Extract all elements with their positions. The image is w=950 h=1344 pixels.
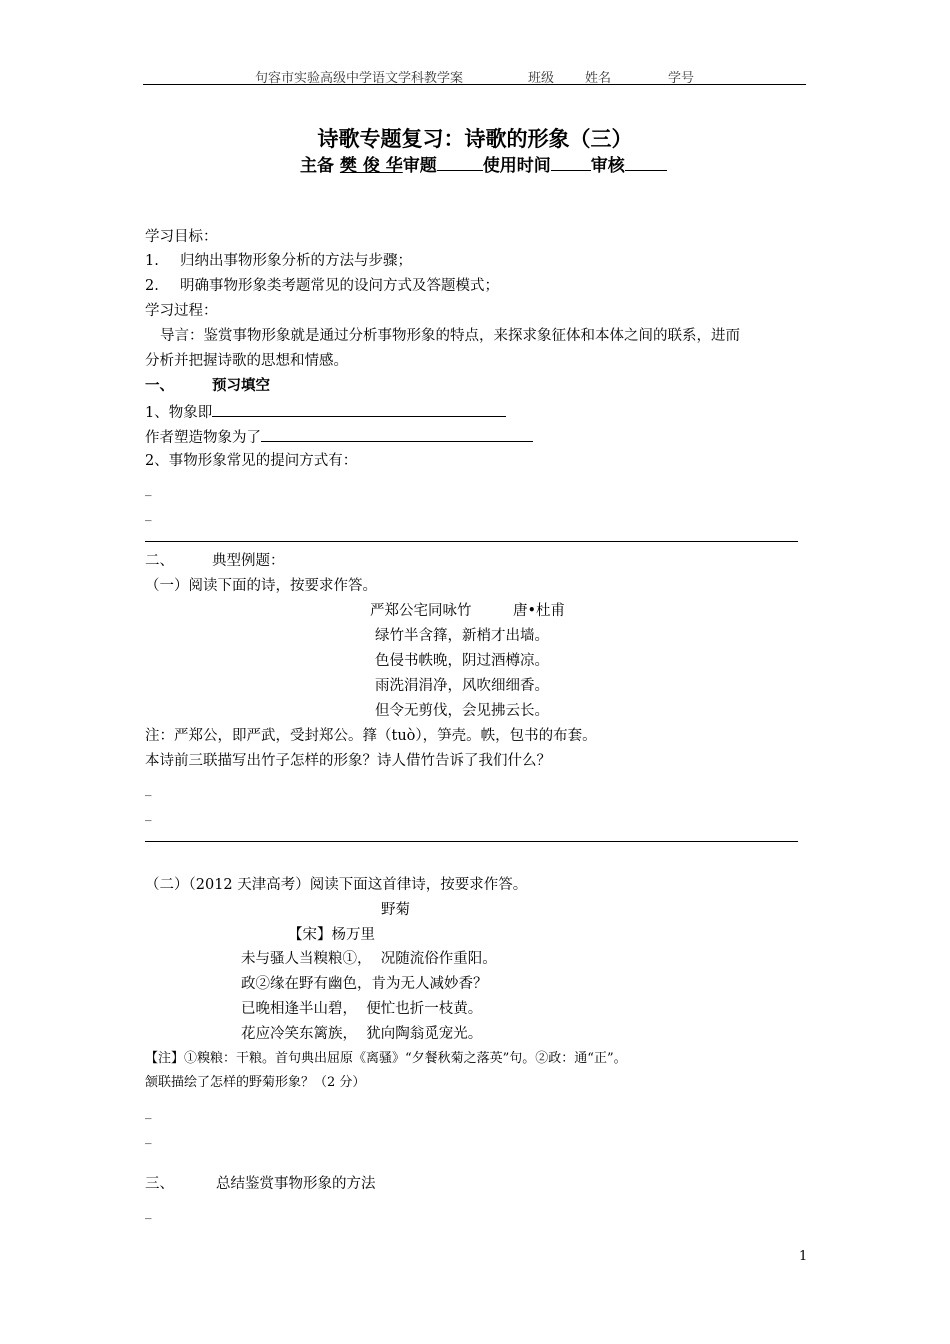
poem-2-title: 野菊 — [381, 902, 410, 918]
divider-2 — [145, 841, 798, 842]
header-class-label: 班级 — [528, 71, 555, 86]
section-2-num: 二、 — [145, 553, 174, 569]
poem-2-note: 【注】①糗粮：干粮。首句典出屈原《离骚》“夕餐秋菊之落英”句。②政：通“正”。 — [145, 1051, 627, 1066]
poem-2-line: 未与骚人当糗粮①， 况随流俗作重阳。 — [241, 951, 497, 967]
section-2-title: 典型例题： — [212, 553, 285, 569]
section-1-title: 预习填空 — [212, 378, 270, 394]
review-blank[interactable] — [437, 155, 483, 171]
poem-1-line: 色侵书帙晚，阴过酒樽凉。 — [375, 653, 549, 669]
poem-2-line: 已晚相逢半山碧， 便忙也折一枝黄。 — [241, 1001, 483, 1017]
poem-2-line: 花应冷笑东篱族， 犹向陶翁觅宠光。 — [241, 1026, 483, 1042]
page-subtitle — [300, 151, 667, 176]
question-1b-text: 作者塑造物象为了 — [145, 430, 261, 446]
poem-1-line: 绿竹半含箨，新梢才出墙。 — [375, 628, 549, 644]
poem-1-question: 本诗前三联描写出竹子怎样的形象？诗人借竹告诉了我们什么？ — [145, 753, 551, 769]
goal-1-num: 1. — [145, 253, 159, 269]
goal-1: 归纳出事物形象分析的方法与步骤； — [180, 253, 412, 269]
check-blank[interactable] — [625, 155, 667, 171]
part-1-intro: （一）阅读下面的诗，按要求作答。 — [145, 578, 377, 594]
poem-2-author: 【宋】杨万里 — [288, 927, 375, 943]
editor-prefix: 主备 — [300, 156, 334, 176]
answer-line-6[interactable]: _ — [145, 1130, 152, 1145]
poem-1-line: 但令无剪伐，会见拂云长。 — [375, 703, 549, 719]
goal-2-num: 2. — [145, 278, 159, 294]
poem-2-question: 颔联描绘了怎样的野菊形象？（2 分） — [145, 1075, 366, 1090]
goal-2: 明确事物形象类考题常见的设问方式及答题模式； — [180, 278, 499, 294]
answer-blank-2[interactable] — [261, 426, 533, 442]
editor-name: 樊 俊 华 — [339, 156, 403, 176]
answer-line-7[interactable]: _ — [145, 1205, 152, 1220]
time-label: 使用时间 — [482, 156, 551, 176]
header-school-plan: 句容市实验高级中学语文学科教学案 — [255, 71, 464, 86]
answer-line-5[interactable]: _ — [145, 1105, 152, 1120]
poem-1-line: 雨洗涓涓净，风吹细细香。 — [375, 678, 549, 694]
question-1b — [145, 426, 533, 448]
intro-line-2: 分析并把握诗歌的思想和情感。 — [145, 353, 348, 369]
time-blank[interactable] — [551, 155, 591, 171]
answer-line-2[interactable]: _ — [145, 507, 152, 522]
poem-1-author: 唐•杜甫 — [513, 603, 566, 619]
answer-line-1[interactable]: _ — [145, 482, 152, 497]
review-label: 审题 — [402, 156, 437, 176]
divider-1 — [145, 541, 798, 542]
header-number-label: 学号 — [668, 71, 695, 86]
intro-line-1: 导言：鉴赏事物形象就是通过分析事物形象的特点，来探求象征体和本体之间的联系，进而 — [160, 328, 740, 344]
question-1-text: 1、物象即 — [145, 405, 213, 421]
goals-heading: 学习目标： — [145, 229, 218, 245]
page-number: 1 — [799, 1249, 808, 1264]
poem-2-line: 政②缘在野有幽色，肯为无人减妙香？ — [241, 976, 488, 992]
part-2-intro: （二）（2012 天津高考）阅读下面这首律诗，按要求作答。 — [145, 877, 528, 893]
process-heading: 学习过程： — [145, 303, 218, 319]
answer-line-3[interactable]: _ — [145, 782, 152, 797]
section-3-num: 三、 — [145, 1176, 174, 1192]
header-name-label: 姓名 — [585, 71, 612, 86]
check-label: 审核 — [590, 156, 625, 176]
page-title: 诗歌专题复习：诗歌的形象（三） — [317, 127, 633, 151]
section-3-title: 总结鉴赏事物形象的方法 — [216, 1176, 376, 1192]
section-1-num: 一、 — [145, 378, 174, 394]
question-1 — [145, 401, 506, 423]
poem-1-note: 注：严郑公，即严武，受封郑公。箨（tuò），笋壳。帙，包书的布套。 — [145, 728, 597, 744]
answer-line-4[interactable]: _ — [145, 807, 152, 822]
header-rule — [143, 84, 806, 85]
question-2: 2、事物形象常见的提问方式有： — [145, 453, 358, 469]
poem-1-title: 严郑公宅同咏竹 — [370, 603, 472, 619]
answer-blank-1[interactable] — [212, 401, 506, 417]
